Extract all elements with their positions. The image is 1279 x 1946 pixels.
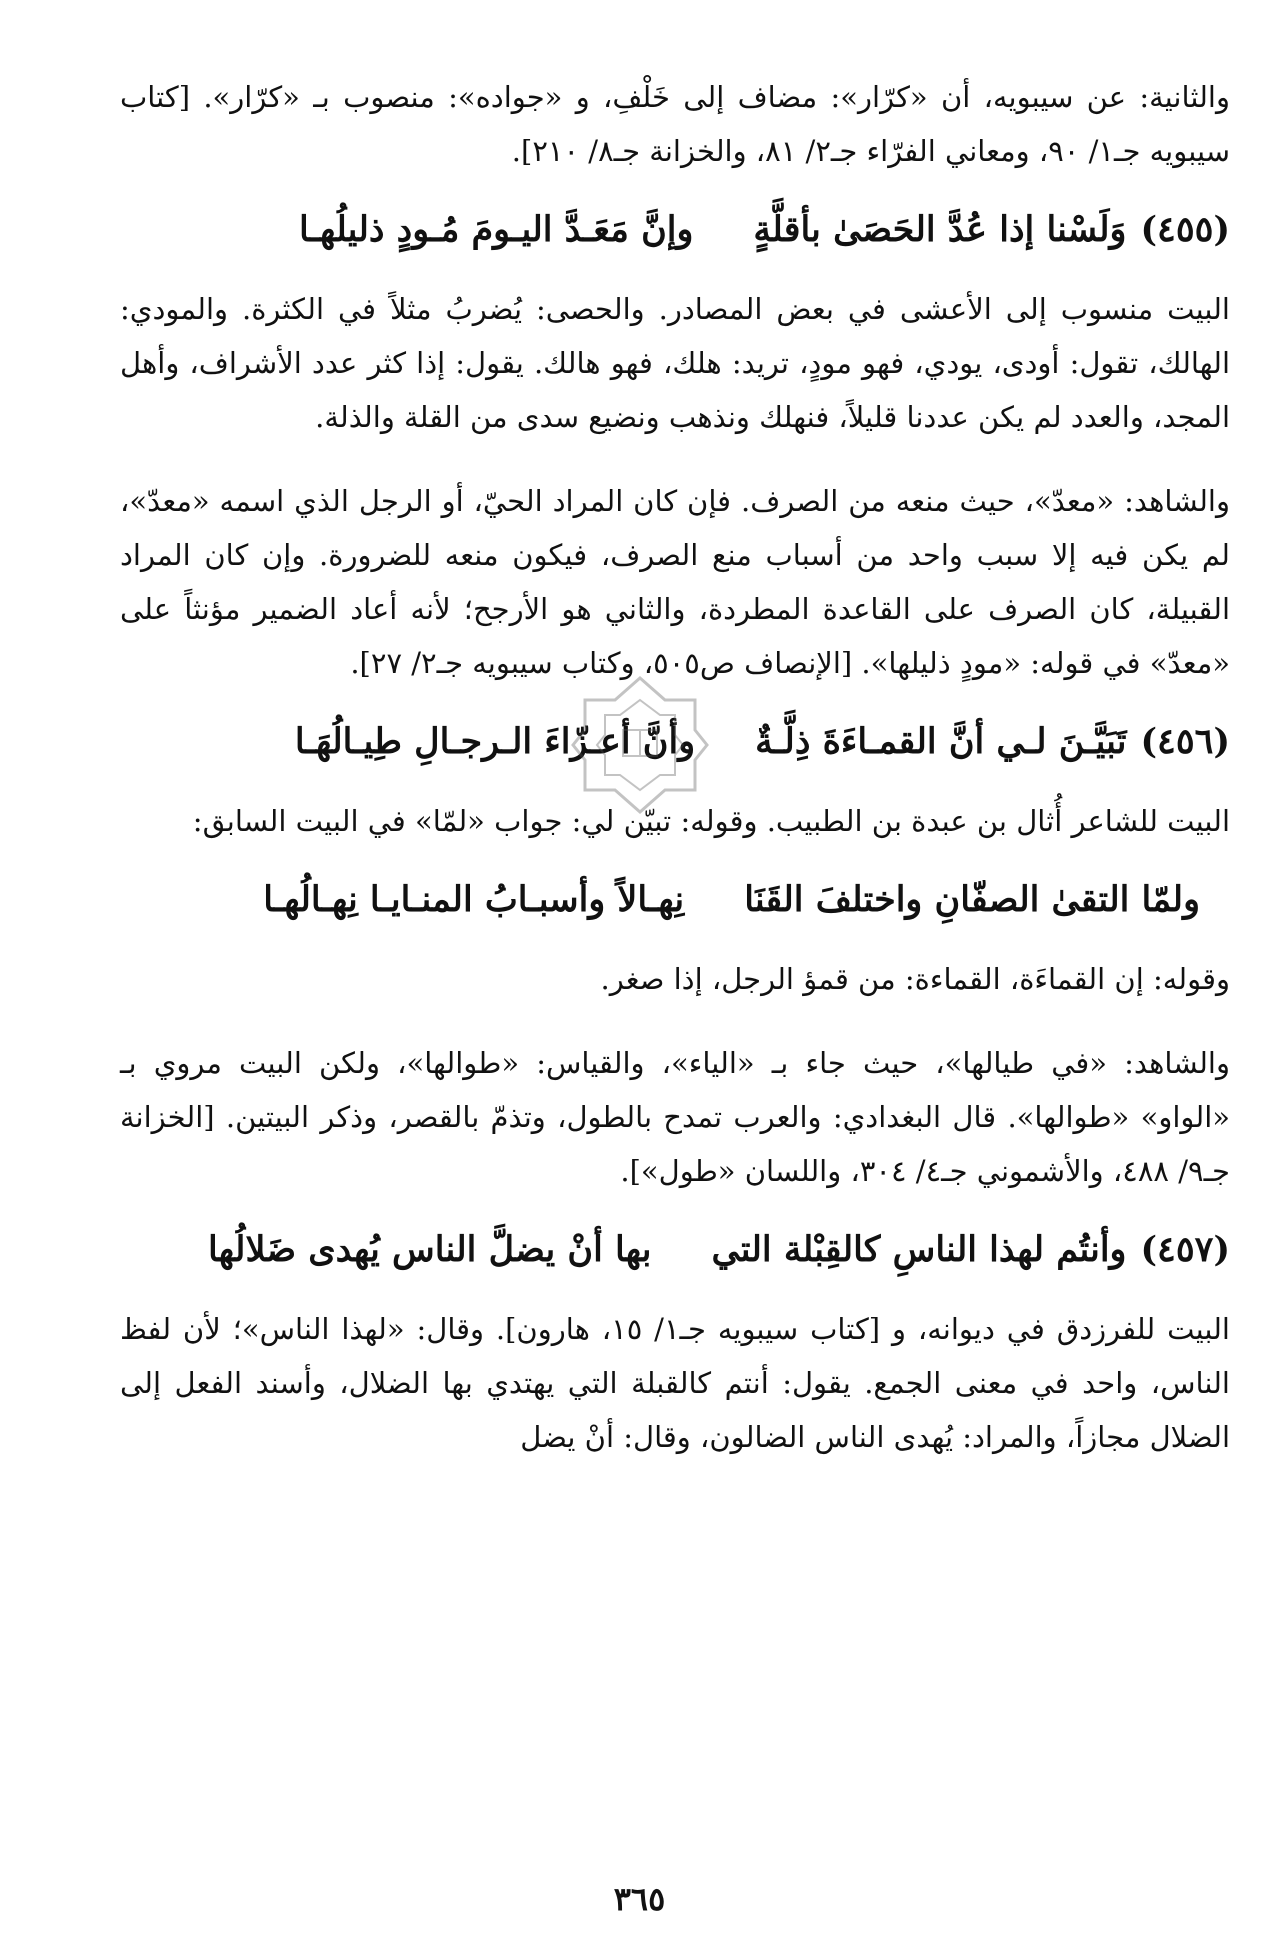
commentary-paragraph: البيت للفرزدق في ديوانه، و [كتاب سيبويه جـ١/ ١٥، هارون]. وقال: «لهذا الناس»؛ لأن لفظ الناس، واحد في معنى الجمع. يقول: أنتم كالقبلة التي يهتدي بها الضلال، وأسند الفعل إلى الضلال مجازاً، والمراد: يُهدى الناس الضالون، وقال: أنْ يضل — [120, 1312, 1230, 1454]
verse-number: (٤٥٦) — [1140, 721, 1230, 762]
verse-number: (٤٥٥) — [1140, 209, 1230, 250]
verse-457 — [120, 1220, 1230, 1280]
verse-number: (٤٥٧) — [1140, 1229, 1230, 1270]
verse-second-hemistich: نِهـالاً وأسبـابُ المنـايـا نِهـالُهـا — [263, 879, 685, 920]
commentary-paragraph: وقوله: إن القماءَة، القماءة: من قمؤ الرجل، إذا صغر. — [600, 962, 1230, 996]
verse-first-hemistich: وأنتُم لهذا الناسِ كالقِبْلة التي — [711, 1229, 1127, 1270]
quoted-verse — [120, 870, 1230, 930]
verse-first-hemistich: تَبَيَّـنَ لـي أنَّ القمـاءَةَ ذِلَّـةٌ — [755, 721, 1127, 762]
commentary-paragraph: والشاهد: «في طيالها»، حيث جاء بـ «الياء»، والقياس: «طوالها»، ولكن البيت مروي بـ «الواو» «طوالها». قال البغدادي: والعرب تمدح بالطول، وتذمّ بالقصر، وذكر البيتين. [الخزانة جـ٩/ ٤٨٨، والأشموني جـ٤/ ٣٠٤، واللسان «طول»]. — [120, 1046, 1230, 1188]
commentary-paragraph: والشاهد: «معدّ»، حيث منعه من الصرف. فإن كان المراد الحيّ، أو الرجل الذي اسمه «معدّ»، لم يكن فيه إلا سبب واحد من أسباب منع الصرف، فيكون منعه للضرورة. وإن كان المراد القبيلة، كان الصرف على القاعدة المطردة، والثاني هو الأرجح؛ لأنه أعاد الضمير مؤنثاً على «معدّ» في قوله: «مودٍ ذليلها». [الإنصاف ص٥٠٥، وكتاب سيبويه جـ٢/ ٢٧]. — [120, 484, 1230, 680]
verse-second-hemistich: وإنَّ مَعَـدَّ اليـومَ مُـودٍ ذليلُهـا — [299, 209, 694, 250]
library-seal-icon — [565, 670, 715, 820]
verse-first-hemistich: وَلَسْنا إذا عُدَّ الحَصَىٰ بأقلَّةٍ — [753, 209, 1127, 250]
page-number: ٣٦٥ — [613, 1880, 666, 1918]
verse-455 — [120, 200, 1230, 260]
commentary-paragraph: البيت منسوب إلى الأعشى في بعض المصادر. والحصى: يُضربُ مثلاً في الكثرة. والمودي: الهالك، تقول: أودى، يودي، فهو مودٍ، تريد: هلك، فهو هالك. يقول: إذا كثر عدد الأشراف، وأهل المجد، والعدد لم يكن عددنا قليلاً، فنهلك ونذهب ونضيع سدى من القلة والذلة. — [120, 292, 1230, 434]
verse-second-hemistich: بها أنْ يضلَّ الناس يُهدى ضَلالُها — [207, 1229, 652, 1270]
commentary-paragraph: البيت للشاعر أُثال بن عبدة بن الطبيب. وقوله: تبيّن لي: جواب «لمّا» في البيت السابق: — [192, 804, 1230, 838]
paragraph-top-note: والثانية: عن سيبويه، أن «كرّار»: مضاف إلى خَلْفِ، و «جواده»: منصوب بـ «كرّار». [كتاب سيبويه جـ١/ ٩٠، ومعاني الفرّاء جـ٢/ ٨١، والخزانة جـ٨/ ٢١٠]. — [120, 80, 1230, 168]
verse-second-hemistich: وأنَّ أعـزّاءَ الـرجـالِ طِيـالُهَـا — [294, 721, 696, 762]
verse-first-hemistich: ولمّا التقىٰ الصفّانِ واختلفَ القَنَا — [744, 879, 1200, 920]
